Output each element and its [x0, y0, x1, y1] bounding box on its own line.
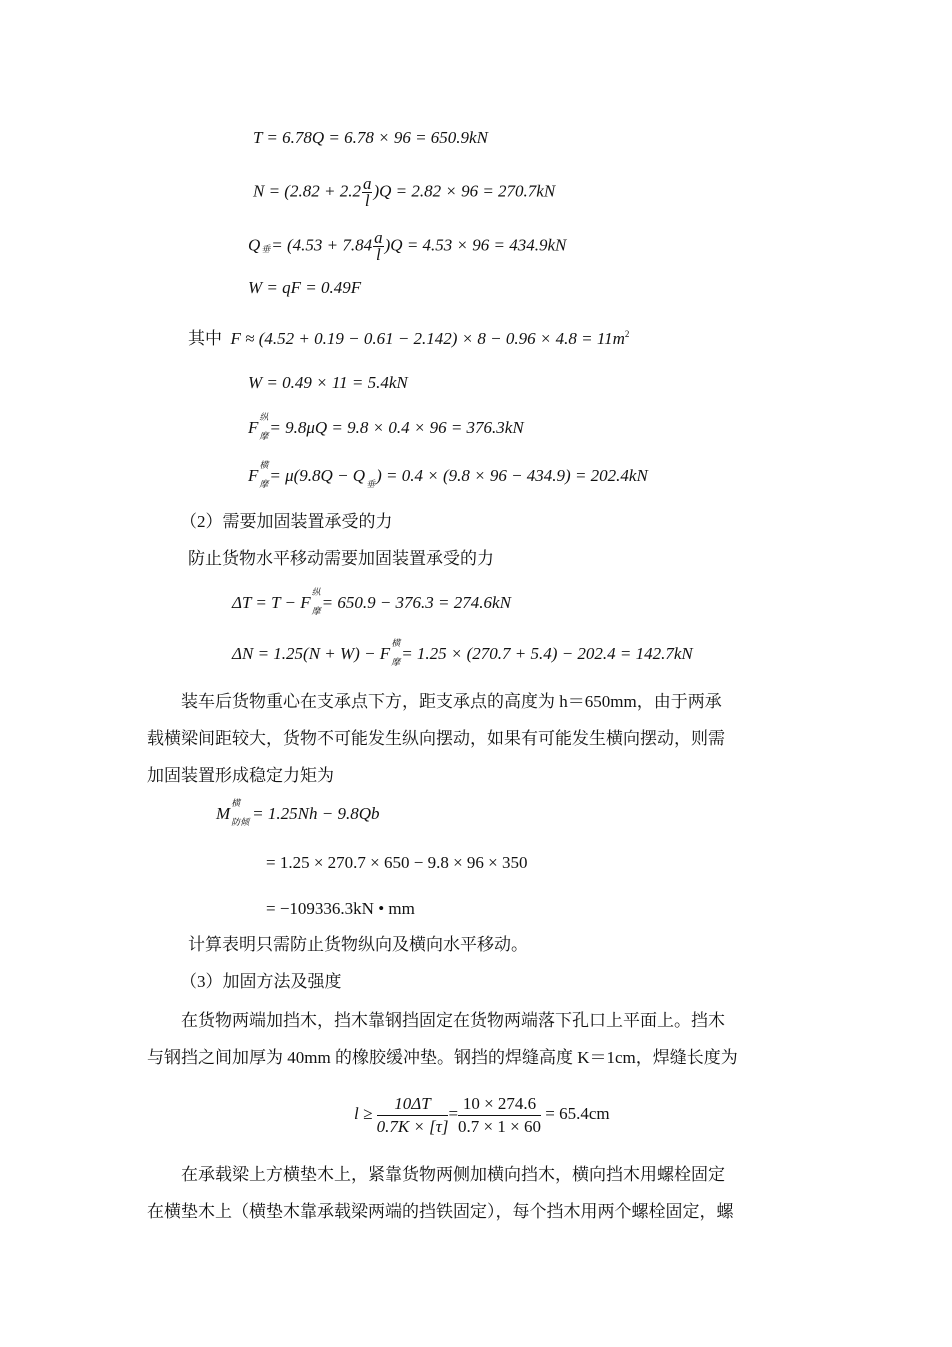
equation-delta-T: ΔT = T − F 纵 摩 = 650.9 − 376.3 = 274.6kN: [232, 587, 511, 616]
paragraph-line: 载横梁间距较大，货物不可能发生纵向摆动，如果有可能发生横向摆动，则需: [147, 729, 725, 748]
equation-F-longitudinal-friction: F 纵 摩 = 9.8μQ = 9.8 × 0.4 × 96 = 376.3kN: [248, 412, 524, 441]
paragraph-weld: [147, 1002, 809, 1076]
paragraph-line: 装车后货物重心在支承点下方，距支承点的高度为 h＝650mm，由于两承: [181, 692, 722, 711]
equation-F-transverse-friction: F 横 摩 = μ(9.8Q − Q 垂 ) = 0.4 × (9.8 × 96 − 434.9) = 202.4kN: [248, 460, 648, 489]
equation-weld-length: l ≥ $\frac{10\Delta T}{0.7K \times [\tau]}$ = $\frac{10 \times 274.6}{0.7 \times 1 \times 60}$ = 65.4cm: [354, 1093, 610, 1136]
equation-N-post: )Q = 2.82 × 96 = 270.7kN: [373, 181, 556, 201]
text-jisuan: 计算表明只需防止货物纵向及横向水平移动。: [188, 935, 528, 954]
qizhong-label: 其中: [188, 329, 222, 348]
paragraph-transverse-blocks: [147, 1156, 809, 1230]
section-heading-2: （2）需要加固装置承受的力: [180, 512, 393, 531]
section-heading-3: （3）加固方法及强度: [180, 972, 342, 991]
paragraph-line: 在承载梁上方横垫木上，紧靠货物两侧加横向挡木，横向挡木用螺栓固定: [181, 1165, 725, 1184]
paragraph-stability: [147, 683, 809, 794]
fraction-a-over-l-2: $\frac{a}{l}$: [374, 228, 383, 264]
equation-moment-2: = 1.25 × 270.7 × 650 − 9.8 × 96 × 350: [266, 853, 528, 872]
paragraph-line: 在货物两端加挡木，挡木靠钢挡固定在货物两端落下孔口上平面上。挡木: [181, 1011, 725, 1030]
equation-moment-3: = −109336.3kN • mm: [266, 899, 415, 918]
equation-W2: W = 0.49 × 11 = 5.4kN: [248, 373, 408, 392]
fraction-a-over-l: $\frac{a}{l}$: [362, 174, 372, 210]
paragraph-line: 加固装置形成稳定力矩为: [147, 766, 334, 785]
equation-delta-N: ΔN = 1.25(N + W) − F 横 摩 = 1.25 × (270.7 + 5.4) − 202.4 = 142.7kN: [232, 638, 693, 667]
fraction-weld-1: $\frac{10\Delta T}{0.7K \times [\tau]}$: [376, 1093, 449, 1136]
text-fangzhi: 防止货物水平移动需要加固装置承受的力: [188, 549, 494, 568]
equation-Q-vertical: Q 垂 = (4.53 + 7.84 $\frac{a}{l}$ )Q = 4.53 × 96 = 434.9kN: [248, 228, 567, 264]
equation-Qv-post: )Q = 4.53 × 96 = 434.9kN: [384, 235, 567, 255]
paragraph-line: 在横垫木上（横垫木靠承载梁两端的挡铁固定），每个挡木用两个螺栓固定，螺: [147, 1202, 734, 1221]
fraction-weld-2: $\frac{10 \times 274.6}{0.7 \times 1 \times 60}$: [458, 1093, 541, 1136]
equation-F-area: 其中 $F \approx (4.52 + 0.19 - 0.61 - 2.142) \times 8 - 0.96 \times 4.8 = 11m^2$: [188, 329, 630, 348]
equation-moment: M 横 防倾 = 1.25Nh − 9.8Qb: [216, 798, 380, 827]
equation-N-pre: N = (2.82 + 2.2: [253, 181, 361, 201]
equation-N: [253, 176, 555, 209]
equation-Qv-pre: = (4.53 + 7.84: [271, 235, 373, 255]
paragraph-line: 与钢挡之间加厚为 40mm 的橡胶缓冲垫。钢挡的焊缝高度 K＝1cm，焊缝长度为: [147, 1048, 738, 1067]
equation-T: T = 6.78Q = 6.78 × 96 = 650.9kN: [253, 128, 488, 147]
equation-W: W = qF = 0.49F: [248, 278, 362, 297]
